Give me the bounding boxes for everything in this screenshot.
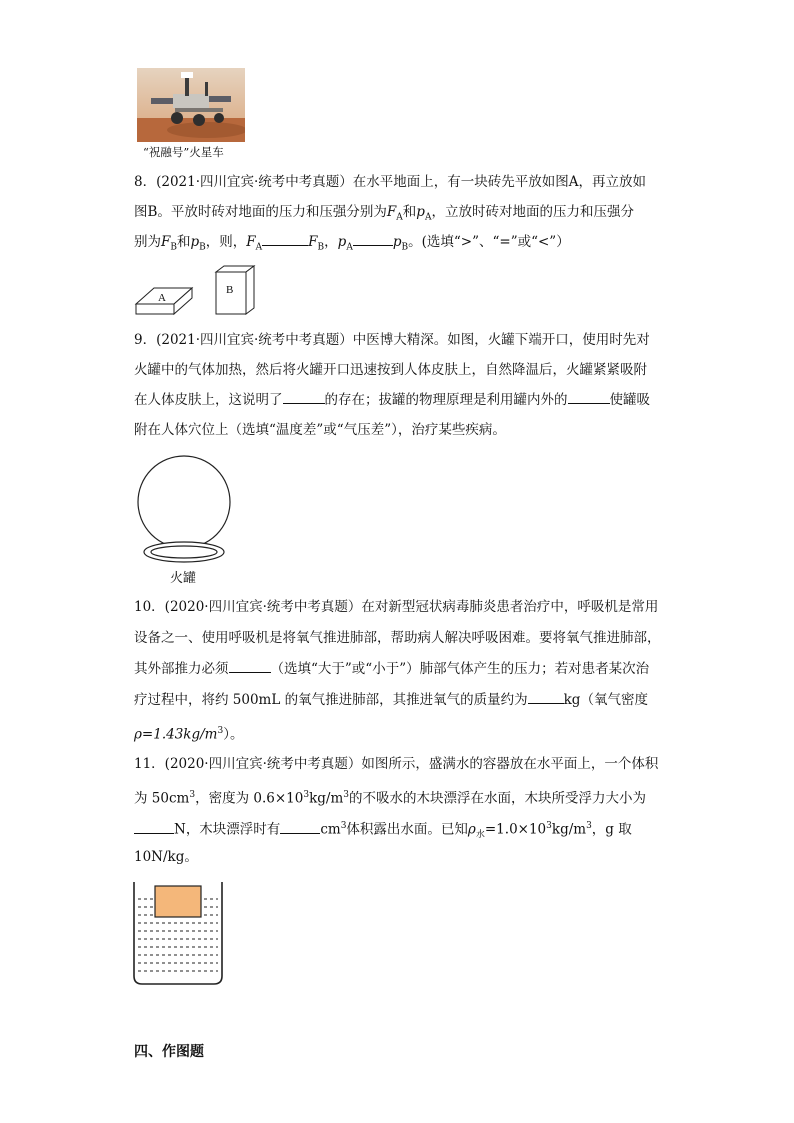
q9-line3: 在人体皮肤上，这说明了 的存在；拔罐的物理原理是利用罐内外的 使罐吸 bbox=[134, 392, 650, 408]
q11-blank-1[interactable] bbox=[134, 821, 174, 834]
cupping-jar-figure bbox=[134, 454, 238, 566]
q11-line2: 为 $50cm^3$，密度为 $0.6\times 10^3kg/m^3$的不吸水的木块漂浮在水面，木块所受浮力大小为 bbox=[134, 790, 646, 807]
q9-blank-2[interactable] bbox=[568, 391, 610, 404]
brick-diagram bbox=[134, 260, 274, 320]
brick-b-label: B bbox=[226, 284, 234, 296]
rover-caption: “祝融号”火星车 bbox=[143, 145, 224, 159]
q9-blank-1[interactable] bbox=[283, 391, 325, 404]
wood-block bbox=[155, 886, 201, 917]
q11-blank-2[interactable] bbox=[280, 821, 320, 834]
q10-line1: 10．(2020·四川宜宾·统考中考真题）在对新型冠状病毒肺炎患者治疗中，呼吸机是常用 bbox=[134, 599, 659, 615]
cupping-jar-diagram bbox=[134, 454, 238, 566]
q8-blank-force[interactable] bbox=[262, 233, 308, 246]
q8-blank-pressure[interactable] bbox=[353, 233, 393, 246]
q8-line1: 8．(2021·四川宜宾·统考中考真题）在水平地面上，有一块砖先平放如图A，再立放如 bbox=[134, 174, 647, 190]
q9-line1: 9．(2021·四川宜宾·统考中考真题）中医博大精深。如图，火罐下端开口，使用时先对 bbox=[134, 332, 650, 348]
q10-line4: 疗过程中，将约 500mL 的氧气推进肺部，其推进氧气的质量约为 kg（氧气密度 bbox=[134, 692, 648, 708]
q11-line3: N，木块漂浮时有 $cm^3$体积露出水面。已知$\rho_水=1.0\times 10^3kg/m^3$，g 取 bbox=[134, 817, 632, 844]
water-container-figure bbox=[130, 880, 226, 988]
q9-line4: 附在人体穴位上（选填“温度差”或“气压差”），治疗某些疾病。 bbox=[134, 422, 506, 438]
q9-line2: 火罐中的气体加热，然后将火罐开口迅速按到人体皮肤上，自然降温后，火罐紧紧吸附 bbox=[134, 362, 647, 378]
q10-blank-2[interactable] bbox=[528, 691, 564, 704]
q11-line4: 10N/kg。 bbox=[134, 849, 198, 865]
cupping-jar-caption: 火罐 bbox=[170, 571, 197, 586]
q10-blank-1[interactable] bbox=[229, 660, 271, 673]
q10-line2: 设备之一、使用呼吸机是将氧气推进肺部，帮助病人解决呼吸困难。要将氧气推进肺部， bbox=[134, 630, 661, 646]
brick-a-label: A bbox=[158, 292, 166, 304]
water-container-diagram bbox=[130, 880, 226, 988]
section-heading: 四、作图题 bbox=[134, 1044, 204, 1060]
q10-line3: 其外部推力必须 （选填“大于”或“小于”）肺部气体产生的压力；若对患者某次治 bbox=[134, 661, 650, 677]
q8-line2: 图B。平放时砖对地面的压力和压强分别为$F_A$和$p_A$，立放时砖对地面的压力和压强分 bbox=[134, 204, 634, 223]
q10-line5: $\rho=1.43kg/m^3$）。 bbox=[134, 726, 244, 743]
q8-line3: 别为$F_B$和$p_B$，则，$F_A$ $F_B$，$p_A$ $p_B$。(选填“>”、“=”或“<”） bbox=[134, 234, 570, 253]
rover-photo bbox=[137, 68, 245, 142]
brick-figure bbox=[134, 260, 274, 320]
rover-illustration bbox=[137, 68, 245, 142]
q11-line1: 11．(2020·四川宜宾·统考中考真题）如图所示，盛满水的容器放在水平面上，一个体积 bbox=[134, 756, 659, 772]
